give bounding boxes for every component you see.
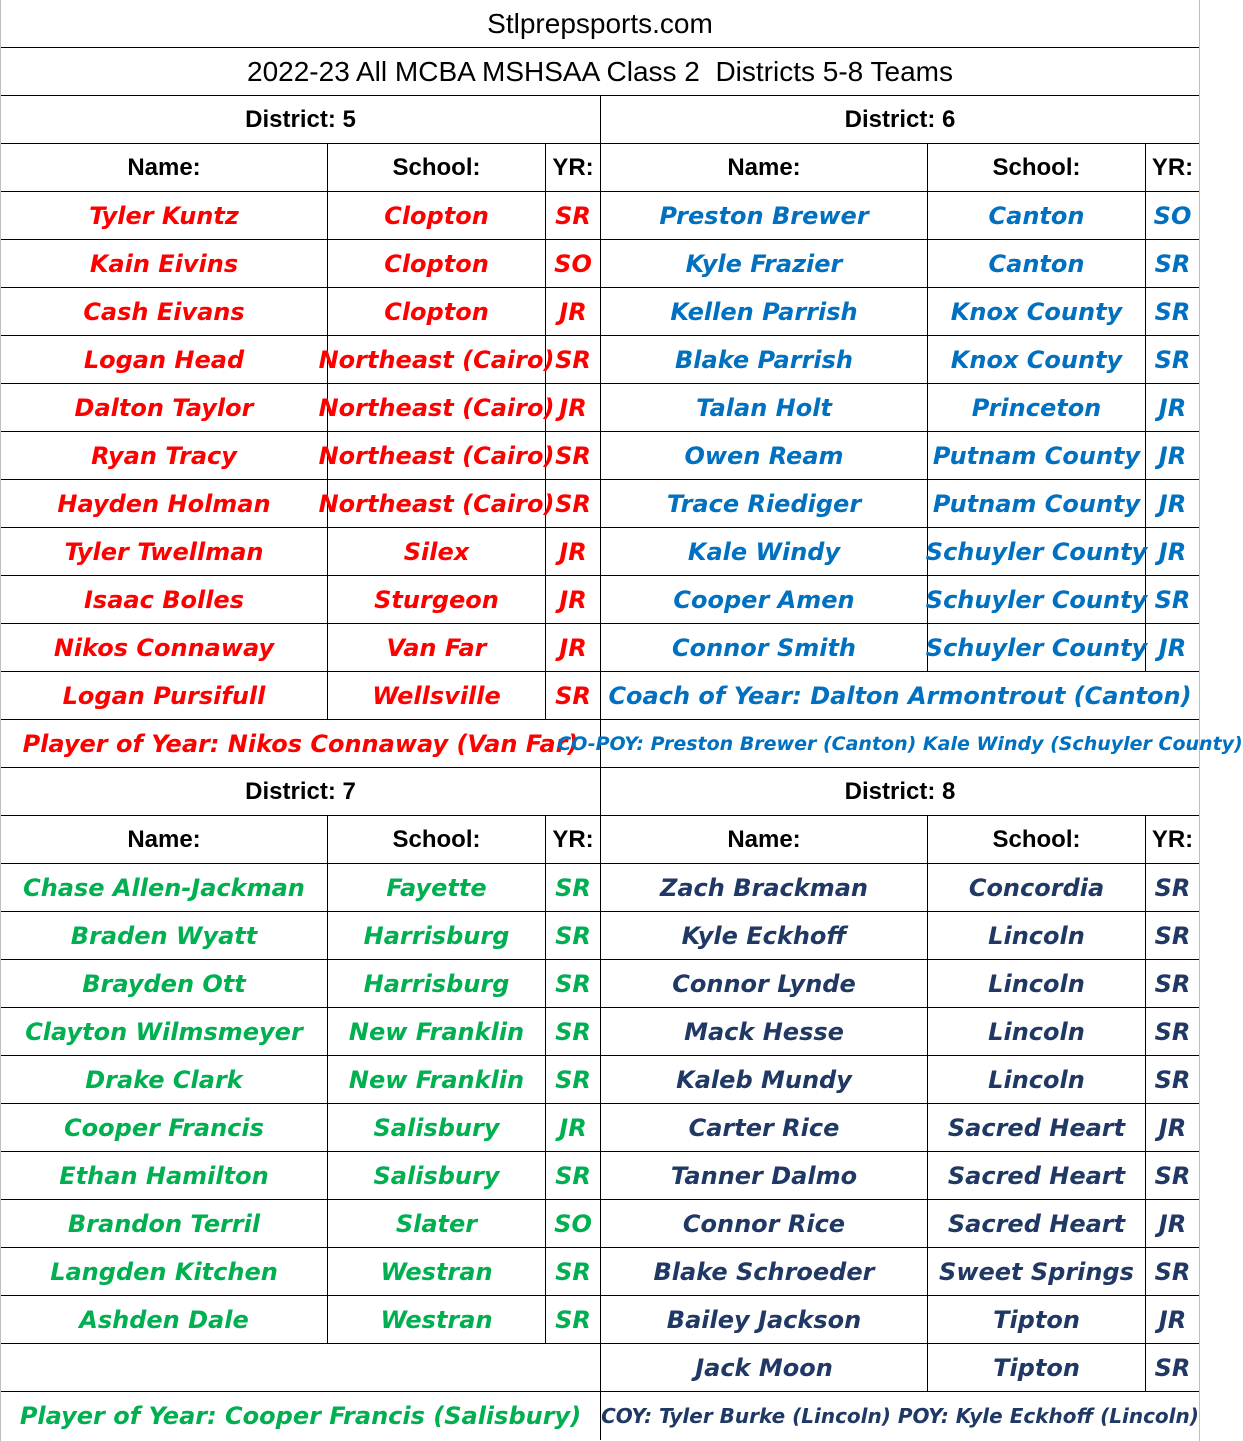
d6-name-header: Name:: [601, 144, 928, 191]
player-name: Trace Riediger: [601, 480, 928, 527]
player-name: Langden Kitchen: [1, 1248, 328, 1295]
player-name: Mack Hesse: [601, 1008, 928, 1055]
player-year: SR: [1154, 297, 1191, 326]
table-row: [1, 1200, 1199, 1248]
player-school: Salisbury: [328, 1152, 546, 1199]
player-school: New Franklin: [328, 1008, 546, 1055]
player-school: Schuyler County: [928, 528, 1146, 575]
player-name: Tyler Kuntz: [1, 192, 328, 239]
player-name: Carter Rice: [601, 1104, 928, 1151]
table-row: [1, 672, 1199, 720]
table-row: [1, 1056, 1199, 1104]
d5-name-header: Name:: [1, 144, 328, 191]
player-school: Northeast (Cairo): [328, 336, 546, 383]
player-school: New Franklin: [328, 1056, 546, 1103]
site-name: Stlprepsports.com: [487, 7, 713, 39]
player-school: Knox County: [928, 288, 1146, 335]
player-school: Sacred Heart: [928, 1200, 1146, 1247]
player-school: Sweet Springs: [928, 1248, 1146, 1295]
player-year: JR: [1158, 489, 1187, 518]
d7-name-header: Name:: [1, 816, 328, 863]
top-table-body: [1, 192, 1199, 720]
player-name: Ryan Tracy: [1, 432, 328, 479]
player-name: Isaac Bolles: [1, 576, 328, 623]
player-school: Northeast (Cairo): [328, 480, 546, 527]
player-year: SR: [1154, 1257, 1191, 1286]
player-school: Sacred Heart: [928, 1104, 1146, 1151]
table-row: [1, 336, 1199, 384]
player-year: SR: [546, 192, 601, 239]
player-year: SR: [1154, 345, 1191, 374]
player-name: Braden Wyatt: [1, 912, 328, 959]
player-school: Princeton: [928, 384, 1146, 431]
player-school: Harrisburg: [328, 912, 546, 959]
table-row: [1, 384, 1199, 432]
table-row: [1, 1104, 1199, 1152]
table-row: [1, 912, 1199, 960]
player-year: SR: [1154, 873, 1191, 902]
player-school: Sacred Heart: [928, 1152, 1146, 1199]
player-name: Drake Clark: [1, 1056, 328, 1103]
player-name: Blake Schroeder: [601, 1248, 928, 1295]
player-name: Dalton Taylor: [1, 384, 328, 431]
player-year: SR: [1154, 969, 1191, 998]
player-year: SO: [546, 240, 601, 287]
table-row: [1, 240, 1199, 288]
player-year: SO: [1153, 201, 1192, 230]
player-school: Van Far: [328, 624, 546, 671]
table-row: [1, 960, 1199, 1008]
player-school: Northeast (Cairo): [328, 384, 546, 431]
player-school: Clopton: [328, 192, 546, 239]
coach-of-year: Coach of Year: Dalton Armontrout (Canton): [608, 681, 1192, 710]
player-name: Tanner Dalmo: [601, 1152, 928, 1199]
player-school: Lincoln: [928, 1056, 1146, 1103]
d8-coach-player-of-year: COY: Tyler Burke (Lincoln) POY: Kyle Eckhoff (Lincoln): [601, 1404, 1199, 1428]
d6-school-header: School:: [928, 144, 1146, 191]
player-school: Salisbury: [328, 1104, 546, 1151]
player-school: Canton: [928, 192, 1146, 239]
player-school: Westran: [328, 1296, 546, 1343]
player-year: JR: [1158, 633, 1187, 662]
player-year: JR: [1158, 441, 1187, 470]
empty-cell: [1, 1344, 601, 1391]
table-row: [1, 1344, 1199, 1392]
player-year: JR: [1158, 537, 1187, 566]
table-row: [1, 480, 1199, 528]
d7-school-header: School:: [328, 816, 546, 863]
table-row: [1, 432, 1199, 480]
player-year: SR: [546, 672, 601, 719]
player-name: Preston Brewer: [601, 192, 928, 239]
player-school: Harrisburg: [328, 960, 546, 1007]
table-row: [1, 624, 1199, 672]
player-year: JR: [546, 288, 601, 335]
player-year: SR: [1154, 1161, 1191, 1190]
player-name: Bailey Jackson: [601, 1296, 928, 1343]
player-school: Schuyler County: [928, 576, 1146, 623]
player-school: Sturgeon: [328, 576, 546, 623]
player-school: Fayette: [328, 864, 546, 911]
column-header-row-bottom: [1, 816, 1199, 864]
player-name: Kyle Eckhoff: [601, 912, 928, 959]
player-name: Kale Windy: [601, 528, 928, 575]
player-name: Ashden Dale: [1, 1296, 328, 1343]
player-name: Logan Head: [1, 336, 328, 383]
district-7-heading: District: 7: [1, 768, 601, 815]
player-school: Clopton: [328, 240, 546, 287]
player-name: Owen Ream: [601, 432, 928, 479]
top-award-row: [1, 720, 1243, 768]
table-row: [1, 1248, 1199, 1296]
district-6-heading: District: 6: [844, 105, 956, 133]
player-year: SR: [1154, 1017, 1191, 1046]
player-name: Talan Holt: [601, 384, 928, 431]
table-row: [1, 288, 1199, 336]
player-year: SR: [546, 1056, 601, 1103]
player-name: Brandon Terril: [1, 1200, 328, 1247]
player-name: Connor Rice: [601, 1200, 928, 1247]
player-year: SR: [546, 864, 601, 911]
player-name: Kellen Parrish: [601, 288, 928, 335]
player-year: SR: [546, 1296, 601, 1343]
player-school: Tipton: [928, 1296, 1146, 1343]
player-year: SR: [546, 960, 601, 1007]
player-school: Slater: [328, 1200, 546, 1247]
bottom-award-row: [1, 1392, 1199, 1440]
player-year: JR: [1158, 1305, 1187, 1334]
player-school: Knox County: [928, 336, 1146, 383]
player-name: Chase Allen-Jackman: [1, 864, 328, 911]
player-name: Nikos Connaway: [1, 624, 328, 671]
player-year: JR: [546, 576, 601, 623]
player-school: Lincoln: [928, 912, 1146, 959]
player-school: Wellsville: [328, 672, 546, 719]
player-name: Cooper Amen: [601, 576, 928, 623]
site-banner-row: [1, 0, 1199, 48]
player-name: Blake Parrish: [601, 336, 928, 383]
district-heading-row-top: [1, 96, 1199, 144]
d7-yr-header: YR:: [546, 816, 601, 863]
d5-school-header: School:: [328, 144, 546, 191]
player-year: SR: [546, 480, 601, 527]
player-name: Hayden Holman: [1, 480, 328, 527]
d8-school-header: School:: [928, 816, 1146, 863]
d7-player-of-year: Player of Year: Cooper Francis (Salisbury): [1, 1392, 601, 1440]
table-row: [1, 1296, 1199, 1344]
player-school: Northeast (Cairo): [328, 432, 546, 479]
player-school: Tipton: [928, 1344, 1146, 1391]
player-year: SR: [1154, 1065, 1191, 1094]
player-year: SR: [546, 1008, 601, 1055]
player-name: Kain Eivins: [1, 240, 328, 287]
player-school: Silex: [328, 528, 546, 575]
d5-yr-header: YR:: [546, 144, 601, 191]
player-name: Zach Brackman: [601, 864, 928, 911]
player-school: Lincoln: [928, 960, 1146, 1007]
player-name: Kyle Frazier: [601, 240, 928, 287]
player-year: SR: [1154, 585, 1191, 614]
player-school: Putnam County: [928, 480, 1146, 527]
table-row: [1, 1008, 1199, 1056]
player-name: Kaleb Mundy: [601, 1056, 928, 1103]
player-name: Tyler Twellman: [1, 528, 328, 575]
player-year: JR: [546, 384, 601, 431]
player-name: Cash Eivans: [1, 288, 328, 335]
player-year: SO: [546, 1200, 601, 1247]
player-year: JR: [1158, 1113, 1187, 1142]
player-year: SR: [1154, 249, 1191, 278]
player-year: SR: [546, 1248, 601, 1295]
player-school: Concordia: [928, 864, 1146, 911]
player-year: JR: [1158, 393, 1187, 422]
district-8-heading: District: 8: [844, 777, 956, 805]
table-row: [1, 528, 1199, 576]
player-name: Connor Lynde: [601, 960, 928, 1007]
player-year: SR: [546, 336, 601, 383]
table-row: [1, 864, 1199, 912]
table-row: [1, 576, 1199, 624]
player-year: SR: [1154, 1353, 1191, 1382]
d8-name-header: Name:: [601, 816, 928, 863]
player-year: JR: [546, 1104, 601, 1151]
column-header-row-top: [1, 144, 1199, 192]
d6-yr-header: YR:: [1151, 153, 1194, 181]
player-year: SR: [1154, 921, 1191, 950]
table-row: [1, 192, 1199, 240]
player-name: Logan Pursifull: [1, 672, 328, 719]
player-name: Connor Smith: [601, 624, 928, 671]
player-name: Cooper Francis: [1, 1104, 328, 1151]
d5-player-of-year: Player of Year: Nikos Connaway (Van Far): [1, 720, 601, 767]
player-school: Schuyler County: [928, 624, 1146, 671]
player-year: SR: [546, 912, 601, 959]
player-name: Ethan Hamilton: [1, 1152, 328, 1199]
table-row: [1, 1152, 1199, 1200]
district-heading-row-bottom: [1, 768, 1199, 816]
player-year: SR: [546, 1152, 601, 1199]
player-year: JR: [546, 528, 601, 575]
player-year: SR: [546, 432, 601, 479]
player-name: Jack Moon: [601, 1344, 928, 1391]
d8-yr-header: YR:: [1151, 825, 1194, 853]
player-school: Westran: [328, 1248, 546, 1295]
player-year: JR: [546, 624, 601, 671]
player-school: Lincoln: [928, 1008, 1146, 1055]
player-name: Brayden Ott: [1, 960, 328, 1007]
page-title: 2022-23 All MCBA MSHSAA Class 2 Districts 5-8 Teams: [247, 55, 953, 87]
bottom-table-body: [1, 864, 1199, 1392]
district-5-heading: District: 5: [1, 96, 601, 143]
d6-co-player-of-year: CO-POY: Preston Brewer (Canton) Kale Windy (Schuyler County): [557, 732, 1243, 755]
player-year: JR: [1158, 1209, 1187, 1238]
player-name: Clayton Wilmsmeyer: [1, 1008, 328, 1055]
player-school: Clopton: [328, 288, 546, 335]
title-row: [1, 48, 1199, 96]
player-school: Canton: [928, 240, 1146, 287]
player-school: Putnam County: [928, 432, 1146, 479]
